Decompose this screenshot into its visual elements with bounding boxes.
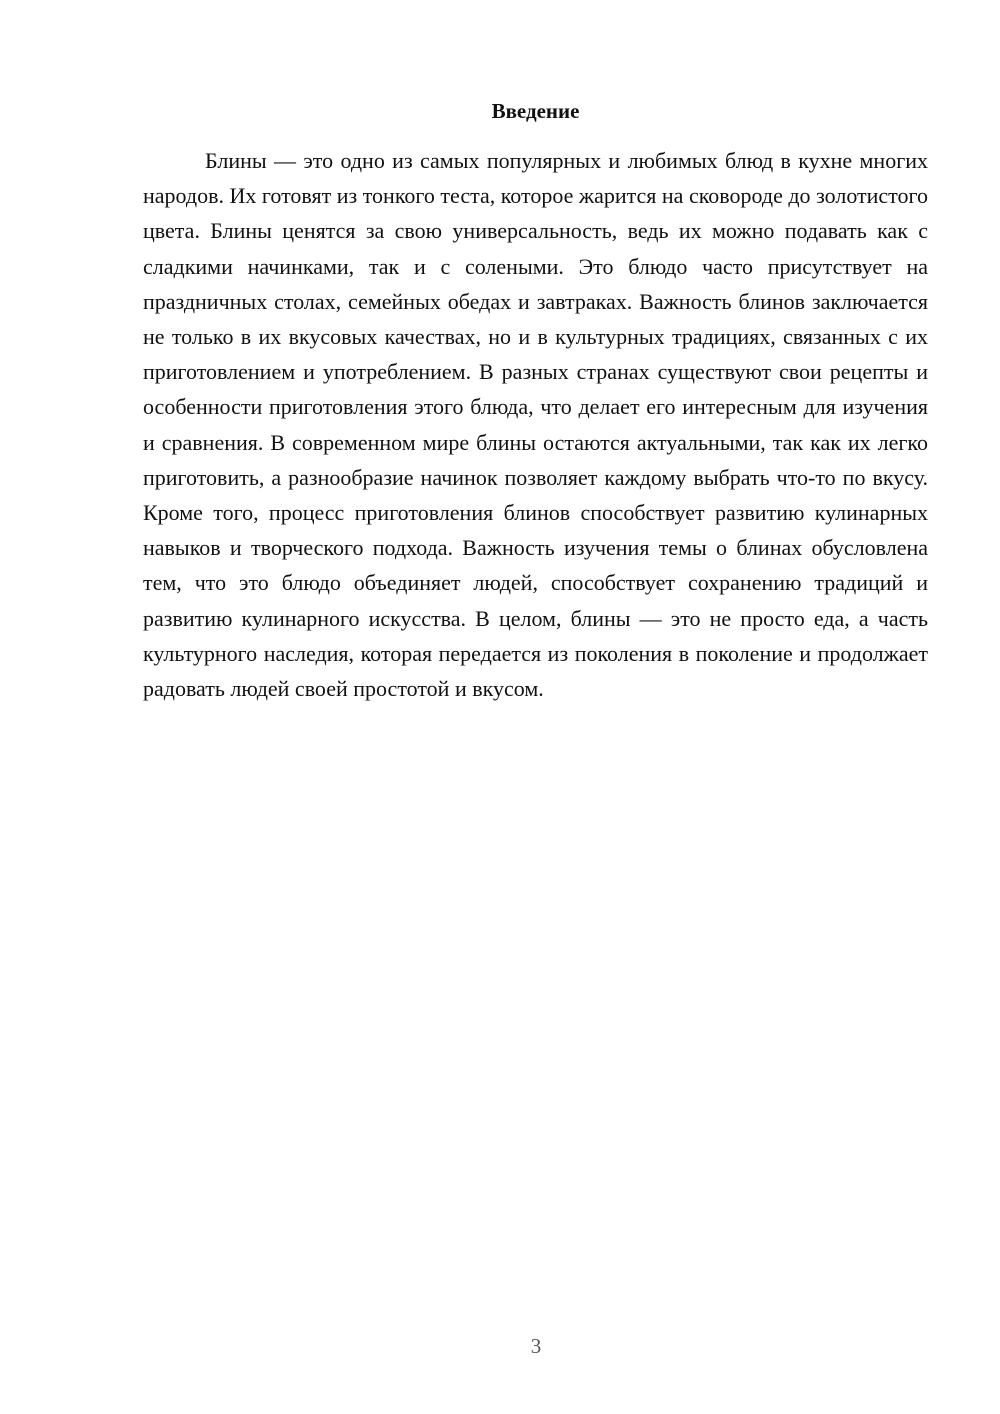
- page-number: 3: [530, 1334, 542, 1358]
- section-heading: Введение: [491, 99, 580, 123]
- body-paragraph: Блины — это одно из самых популярных и любимых блюд в кухне многих народов. Их готовят из тонкого теста, которое жарится на сковороде до золотистого цвета. Блины ценятся за свою универсальность, ведь их можно подавать как с сладкими начинками, так и с солеными. Это блюдо часто присутствует на праздничных столах, семейных обедах и завтраках. Важность блинов заключается не только в их вкусовых качествах, но и в культурных традициях, связанных с их приготовлением и употреблением. В разных странах существуют свои рецепты и особенности приготовления этого блюда, что делает его интересным для изучения и сравнения. В современном мире блины остаются актуальными, так как их легко приготовить, а разнообразие начинок позволяет каждому выбрать что-то по вкусу. Кроме того, процесс приготовления блинов способствует развитию кулинарных навыков и творческого подхода. Важность изучения темы о блинах обусловлена тем, что это блюдо объединяет людей, способствует сохранению традиций и развитию кулинарного искусства. В целом, блины — это не просто еда, а часть культурного наследия, которая передается из поколения в поколение и продолжает радовать людей своей простотой и вкусом.: [143, 148, 928, 702]
